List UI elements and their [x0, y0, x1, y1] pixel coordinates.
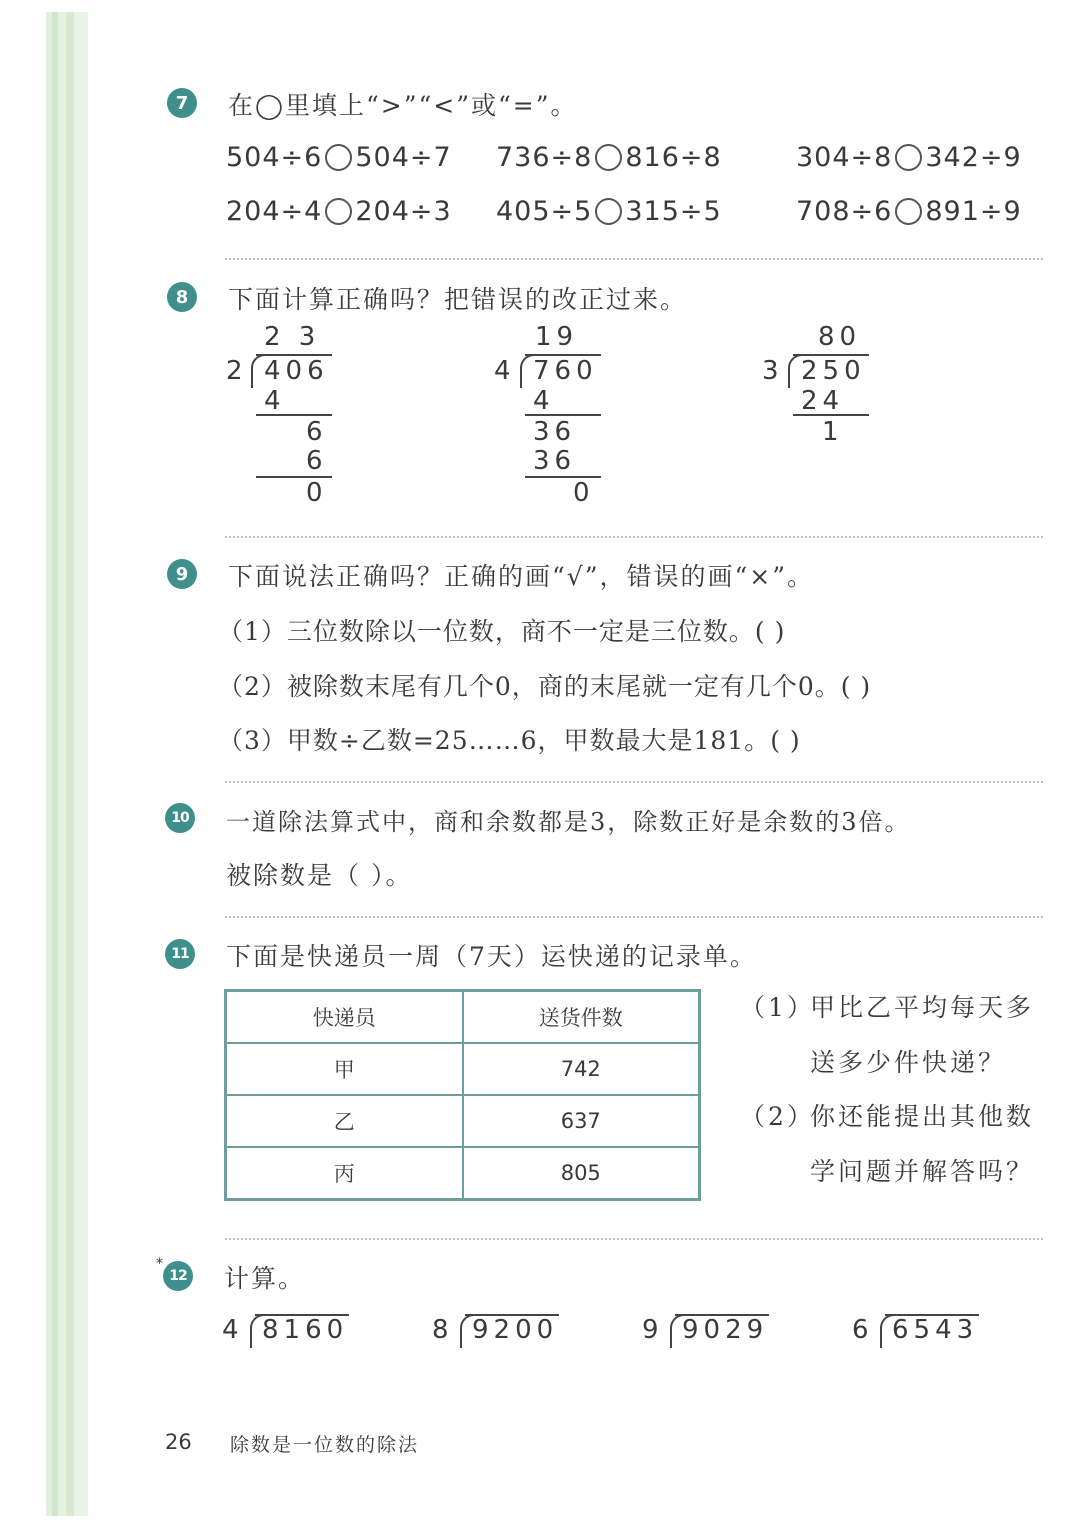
compare-item: 504÷6 504÷7 [226, 142, 452, 173]
count-cell: 742 [463, 1043, 700, 1095]
step-line [793, 414, 869, 416]
question-7-title: 在◯里填上“>”“<”或“=”。 [228, 91, 578, 120]
sub-question-2-label: （2） [740, 1102, 815, 1131]
question-8-badge: 8 [167, 282, 197, 312]
question-11-title: 下面是快递员一周（7天）运快递的记录单。 [226, 942, 757, 971]
statement-3: （3）甲数÷乙数=25……6，甲数最大是181。( ) [218, 726, 801, 755]
divisor: 9 [642, 1315, 664, 1345]
step: 0 [573, 478, 595, 508]
question-7-badge: 7 [167, 88, 197, 118]
question-11-badge: 11 [165, 939, 195, 969]
divider [225, 781, 1043, 783]
header-cell: 快递员 [226, 991, 463, 1044]
question-12-title: 计算。 [224, 1264, 306, 1293]
division-bracket [251, 354, 265, 388]
courier-cell: 乙 [226, 1095, 463, 1147]
answer-circle[interactable] [895, 198, 922, 225]
question-9-title: 下面说法正确吗？正确的画“√”，错误的画“×”。 [228, 562, 815, 591]
step: 6 [306, 446, 328, 476]
step: 6 [306, 417, 328, 447]
division-bracket [788, 354, 802, 388]
courier-cell: 丙 [226, 1147, 463, 1200]
quotient: 80 [818, 322, 862, 352]
sub-question-2-line1: 你还能提出其他数 [810, 1102, 1035, 1131]
count-cell: 637 [463, 1095, 700, 1147]
divisor: 6 [852, 1315, 874, 1345]
question-8-title: 下面计算正确吗？把错误的改正过来。 [228, 285, 688, 314]
step: 0 [306, 478, 328, 508]
compare-item: 708÷6 891÷9 [796, 196, 1022, 227]
step-line [525, 414, 601, 416]
answer-circle[interactable] [895, 144, 922, 171]
sub-question-1-line1: 甲比乙平均每天多 [810, 993, 1035, 1022]
step: 24 [801, 386, 845, 416]
step: 36 [533, 417, 577, 447]
courier-cell: 甲 [226, 1043, 463, 1095]
dividend: 9029 [682, 1315, 769, 1345]
table-row [226, 1147, 700, 1200]
dividend: 8160 [262, 1315, 349, 1345]
question-10-badge: 10 [165, 803, 195, 833]
divider [225, 536, 1043, 538]
divisor: 4 [222, 1315, 244, 1345]
step: 1 [822, 417, 844, 447]
dividend: 406 [264, 356, 329, 386]
divisor: 4 [494, 356, 516, 386]
quotient: 19 [535, 322, 579, 352]
table-row [226, 1095, 700, 1147]
question-10-line2: 被除数是（ ）。 [226, 861, 413, 890]
page-margin-stripe [46, 12, 88, 1516]
question-9-badge: 9 [167, 559, 197, 589]
question-12-badge: 12 [163, 1261, 193, 1291]
sub-question-2-line2: 学问题并解答吗？ [810, 1157, 1035, 1186]
compare-item: 304÷8 342÷9 [796, 142, 1022, 173]
statement-2: （2）被除数末尾有几个0，商的末尾就一定有几个0。( ) [218, 672, 872, 701]
sub-question-1-line2: 送多少件快递？ [810, 1048, 1007, 1077]
step: 4 [533, 386, 555, 416]
question-10-line1: 一道除法算式中，商和余数都是3，除数正好是余数的3倍。 [226, 808, 911, 836]
optional-star: * [156, 1256, 163, 1272]
chapter-title: 除数是一位数的除法 [230, 1434, 420, 1456]
divider [225, 1238, 1043, 1240]
statement-1: （1）三位数除以一位数，商不一定是三位数。( ) [218, 617, 786, 646]
step-line [256, 414, 332, 416]
divisor: 2 [226, 356, 248, 386]
step: 4 [264, 386, 286, 416]
delivery-record-table [224, 989, 701, 1201]
dividend: 6543 [892, 1315, 979, 1345]
quotient: 2 3 [264, 322, 321, 352]
header-cell: 送货件数 [463, 991, 700, 1044]
division-bracket [520, 354, 534, 388]
count-cell: 805 [463, 1147, 700, 1200]
sub-question-1-label: （1） [740, 993, 815, 1022]
compare-item: 405÷5 315÷5 [496, 196, 722, 227]
step: 36 [533, 446, 577, 476]
compare-item: 736÷8 816÷8 [496, 142, 722, 173]
dividend: 9200 [472, 1315, 559, 1345]
answer-circle[interactable] [325, 198, 352, 225]
page-number: 26 [165, 1430, 192, 1454]
dividend: 250 [801, 356, 866, 386]
table-header-row [226, 991, 700, 1044]
answer-circle[interactable] [595, 198, 622, 225]
dividend: 760 [533, 356, 598, 386]
compare-item: 204÷4 204÷3 [226, 196, 452, 227]
table-row [226, 1043, 700, 1095]
answer-circle[interactable] [595, 144, 622, 171]
divider [225, 916, 1043, 918]
answer-circle[interactable] [325, 144, 352, 171]
divisor: 3 [762, 356, 784, 386]
divisor: 8 [432, 1315, 454, 1345]
divider [225, 258, 1043, 260]
